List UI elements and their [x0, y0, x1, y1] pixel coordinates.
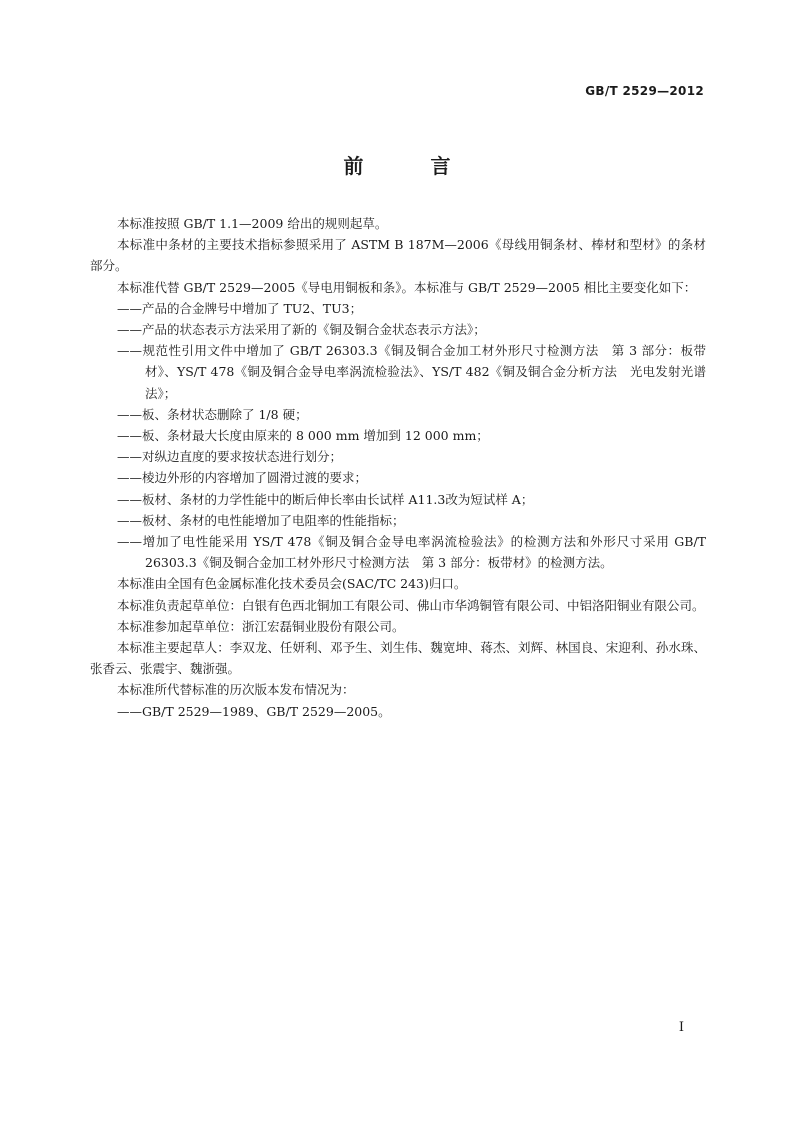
change-item: ——增加了电性能采用 YS/T 478《铜及铜合金导电率涡流检验法》的检测方法和外形尺寸采用 GB/T 26303.3《铜及铜合金加工材外形尺寸检测方法 第 3 部分：板带材》的检测方法。 [117, 534, 706, 571]
paragraph-drafting-rules: 本标准按照 GB/T 1.1—2009 给出的规则起草。 [117, 216, 388, 231]
paragraph-reference-standard: 本标准中条材的主要技术指标参照采用了 ASTM B 187M—2006《母线用铜条材、棒材和型材》的条材部分。 [90, 237, 706, 274]
change-item: ——对纵边直度的要求按状态进行划分； [117, 449, 343, 465]
change-item: ——产品的状态表示方法采用了新的《铜及铜合金状态表示方法》； [117, 322, 486, 338]
change-item: ——规范性引用文件中增加了 GB/T 26303.3《铜及铜合金加工材外形尺寸检测方法 第 3 部分：板带材》、YS/T 478《铜及铜合金导电率涡流检验法》、YS/T 482《铜及铜合金分析方法 光电发射光谱法》； [117, 343, 706, 401]
paragraph-committee: 本标准由全国有色金属标准化技术委员会(SAC/TC 243)归口。 [117, 576, 467, 592]
standard-number: GB/T 2529—2012 [585, 84, 704, 98]
foreword-body [90, 213, 706, 722]
paragraph-replacement: 本标准代替 GB/T 2529—2005《导电用铜板和条》。本标准与 GB/T 2529—2005 相比主要变化如下： [117, 279, 697, 295]
page-number: I [678, 1020, 684, 1035]
paragraph-drafters: 本标准主要起草人：李双龙、任妍利、邓予生、刘生伟、魏宽坤、蒋杰、刘辉、林国良、宋迎利、孙水珠、张香云、张震宇、魏浙强。 [90, 640, 706, 677]
change-item: ——产品的合金牌号中增加了 TU2、TU3； [117, 300, 363, 316]
change-item: ——板材、条材的电性能增加了电阻率的性能指标； [117, 512, 405, 528]
history-item: ——GB/T 2529—1989、GB/T 2529—2005。 [117, 703, 391, 719]
page-title: 前 言 [343, 154, 481, 178]
change-item: ——板、条材最大长度由原来的 8 000 mm 增加到 12 000 mm； [117, 428, 489, 444]
change-item: ——棱边外形的内容增加了圆滑过渡的要求； [117, 470, 368, 486]
paragraph-participating-units: 本标准参加起草单位：浙江宏磊铜业股份有限公司。 [117, 618, 405, 634]
paragraph-responsible-units: 本标准负责起草单位：白银有色西北铜加工有限公司、佛山市华鸿铜管有限公司、中铝洛阳铜业有限公司。 [117, 597, 705, 613]
change-item: ——板、条材状态删除了 1/8 硬； [117, 406, 308, 422]
change-item: ——板材、条材的力学性能中的断后伸长率由长试样 A11.3改为短试样 A； [117, 491, 534, 507]
paragraph-history-intro: 本标准所代替标准的历次版本发布情况为： [117, 682, 355, 698]
